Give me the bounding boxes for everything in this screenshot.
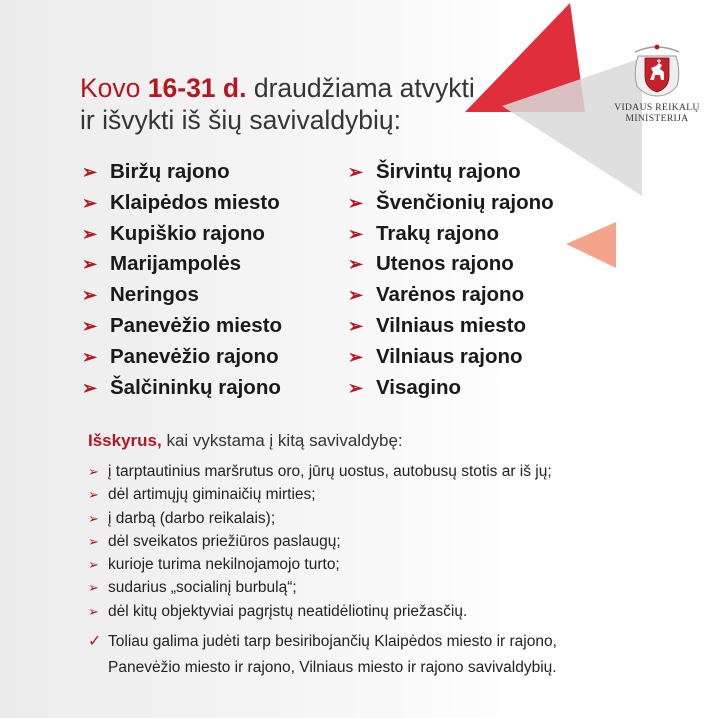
municipality-item [82, 311, 282, 342]
checkmark-icon: ✓ [88, 633, 102, 650]
exception-item [88, 461, 552, 484]
municipality-item [82, 188, 282, 219]
municipality-label: Panevėžio miesto [110, 313, 283, 337]
municipality-label: Biržų rajono [110, 160, 230, 183]
exception-text: į tarptautinius maršrutus oro, jūrų uostus, autobusų stotis ar iš jų; [108, 463, 552, 480]
municipality-label: Vilniaus miesto [376, 313, 527, 337]
municipality-label: Širvintų rajono [376, 160, 521, 183]
arrowhead-bullet-icon: ➢ [348, 346, 364, 367]
municipality-item [348, 373, 554, 404]
note-line-2: Panevėžio miesto ir rajono, Vilniaus miesto ir rajono savivaldybių. [108, 659, 557, 676]
municipality-item [82, 373, 282, 404]
arrowhead-bullet-icon: ➢ [82, 254, 98, 275]
arrowhead-bullet-icon: ➢ [88, 557, 99, 573]
municipality-label: Neringos [110, 283, 199, 307]
title-line-1 [80, 73, 475, 103]
exceptions-heading [88, 431, 403, 451]
exception-text: kurioje turima nekilnojamojo turto; [108, 556, 340, 574]
arrowhead-bullet-icon: ➢ [348, 223, 364, 244]
title-dates: 16-31 d. [147, 73, 247, 103]
municipality-item [82, 342, 282, 373]
arrowhead-bullet-icon: ➢ [88, 510, 99, 526]
arrowhead-bullet-icon: ➢ [88, 533, 99, 549]
logo-text-line-1: VIDAUS REIKALŲ [614, 103, 700, 113]
exceptions-lead: Išskyrus, [88, 431, 162, 450]
municipality-item [348, 280, 554, 311]
municipality-item [82, 157, 282, 188]
arrowhead-bullet-icon: ➢ [348, 162, 364, 182]
arrowhead-bullet-icon: ➢ [88, 464, 99, 479]
exception-text: dėl kitų objektyviai pagrįstų neatidėliotinų priežasčių. [108, 602, 468, 620]
exception-item [88, 554, 552, 577]
municipality-label: Visagino [376, 375, 462, 399]
arrowhead-bullet-icon: ➢ [82, 223, 98, 244]
arrowhead-bullet-icon: ➢ [82, 162, 98, 182]
exception-text: dėl sveikatos priežiūros paslaugų; [108, 532, 341, 550]
arrowhead-bullet-icon: ➢ [348, 192, 364, 213]
title-prefix: Kovo [80, 73, 148, 103]
exception-text: į darbą (darbo reikalais); [108, 509, 276, 527]
municipality-label: Marijampolės [110, 252, 242, 276]
municipality-label: Kupiškio rajono [110, 221, 265, 245]
arrowhead-bullet-icon: ➢ [88, 580, 99, 596]
arrowhead-bullet-icon: ➢ [82, 315, 98, 336]
exception-item [88, 601, 552, 624]
exceptions-rest: kai vykstama į kitą savivaldybę: [161, 431, 403, 450]
exceptions-list [88, 461, 552, 624]
municipality-item [82, 219, 282, 250]
arrowhead-bullet-icon: ➢ [88, 603, 99, 619]
title-line-2: ir išvykti iš šių savivaldybių: [80, 105, 402, 135]
municipality-item [82, 249, 282, 280]
municipality-list-right [348, 157, 554, 403]
deco-salmon-triangle [566, 222, 616, 268]
arrowhead-bullet-icon: ➢ [348, 315, 364, 336]
exception-item [88, 531, 552, 554]
municipality-label: Klaipėdos miesto [110, 190, 280, 214]
municipality-list-left [82, 157, 282, 403]
municipality-label: Šalčininkų rajono [110, 375, 281, 399]
municipality-item [348, 157, 554, 188]
exception-item [88, 577, 552, 600]
arrowhead-bullet-icon: ➢ [82, 285, 98, 306]
arrowhead-bullet-icon: ➢ [82, 377, 98, 398]
municipality-label: Vilniaus rajono [376, 344, 523, 368]
arrowhead-bullet-icon: ➢ [88, 487, 99, 503]
arrowhead-bullet-icon: ➢ [348, 377, 364, 398]
exception-item [88, 508, 552, 531]
title-rest: draudžiama atvykti [246, 73, 475, 103]
coat-of-arms-vytis-icon [631, 42, 683, 98]
municipality-label: Trakų rajono [376, 221, 500, 245]
municipality-label: Varėnos rajono [376, 283, 525, 307]
note-line-1: Toliau galima judėti tarp besiribojančių Klaipėdos miesto ir rajono, [108, 633, 557, 650]
logo-text-line-2: MINISTERIJA [625, 114, 689, 124]
arrowhead-bullet-icon: ➢ [348, 285, 364, 306]
title-highlight [80, 73, 246, 103]
municipality-item [348, 311, 554, 342]
municipality-label: Utenos rajono [376, 252, 514, 276]
municipality-item [348, 249, 554, 280]
municipality-label: Panevėžio rajono [110, 344, 279, 368]
exception-text: sudarius „socialinį burbulą“; [108, 579, 297, 597]
arrowhead-bullet-icon: ➢ [348, 254, 364, 275]
municipality-item [348, 188, 554, 219]
exception-text: dėl artimųjų giminaičių mirties; [108, 486, 316, 504]
municipality-label: Švenčionių rajono [376, 190, 554, 214]
arrowhead-bullet-icon: ➢ [82, 192, 98, 213]
ministry-logo [612, 42, 702, 125]
municipality-item [348, 342, 554, 373]
exception-item [88, 484, 552, 507]
page-title [80, 72, 475, 136]
municipality-item [348, 219, 554, 250]
arrowhead-bullet-icon: ➢ [82, 346, 98, 367]
municipality-item [82, 280, 282, 311]
note-block [88, 629, 557, 681]
